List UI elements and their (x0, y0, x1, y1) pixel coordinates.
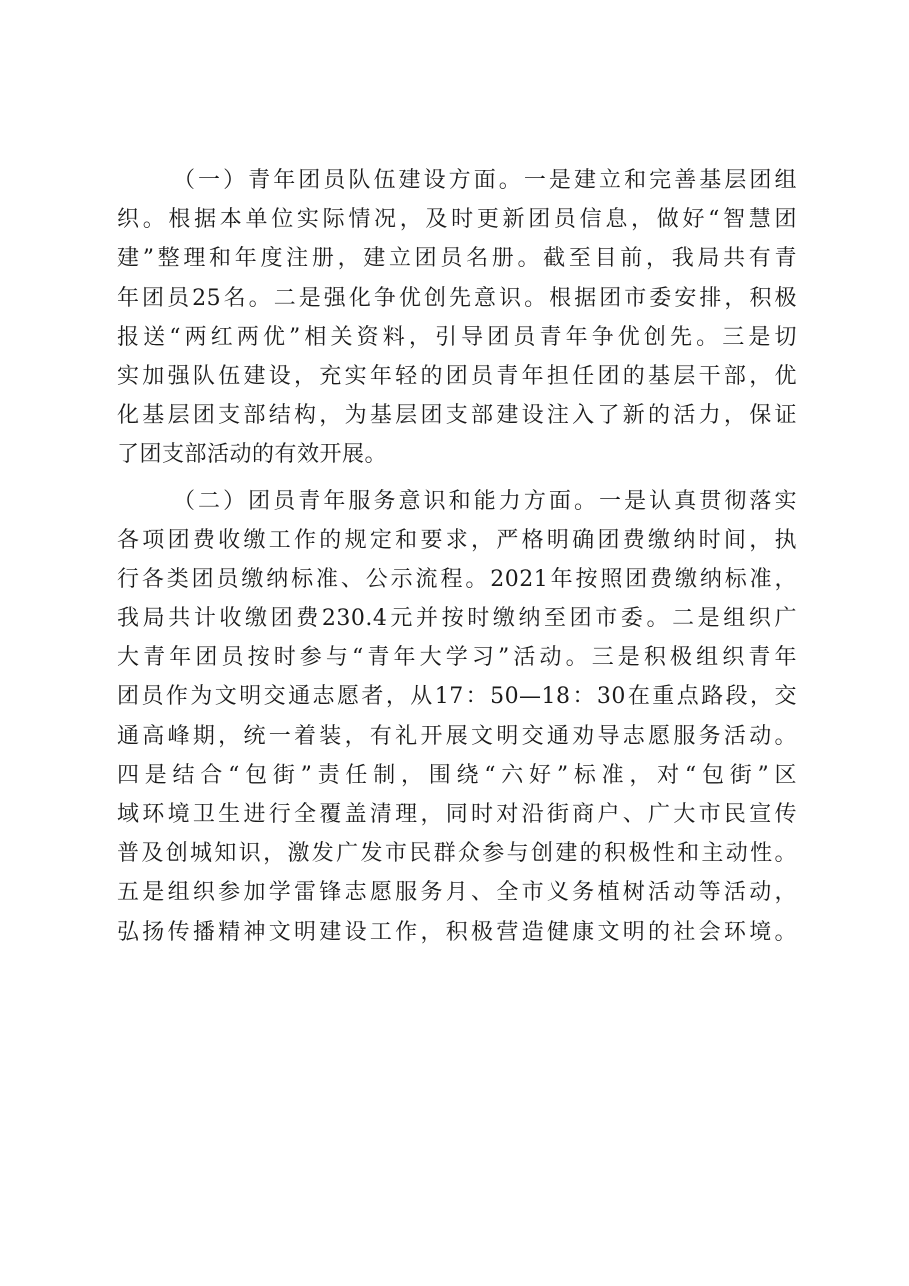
text-line: 四是结合“包街”责任制，围绕“六好”标准，对“包街”区 (117, 762, 797, 788)
text-line: 普及创城知识，激发广发市民群众参与创建的积极性和主动性。 (117, 841, 797, 867)
text-line: 五是组织参加学雷锋志愿服务月、全市义务植树活动等活动， (117, 880, 797, 906)
paragraph-service-awareness (117, 482, 797, 952)
text-line: 实加强队伍建设，充实年轻的团员青年担任团的基层干部，优 (117, 363, 797, 389)
paragraph-spacer (117, 475, 797, 482)
paragraph-youth-team-building (117, 161, 797, 475)
text-line: 织。根据本单位实际情况，及时更新团员信息，做好“智慧团 (117, 207, 797, 233)
text-line: （一）青年团员队伍建设方面。一是建立和完善基层团组 (173, 168, 797, 193)
text-line: 弘扬传播精神文明建设工作，积极营造健康文明的社会环境。 (117, 919, 797, 945)
text-line: 我局共计收缴团费230.4元并按时缴纳至团市委。二是组织广 (117, 606, 797, 632)
text-line: 各项团费收缴工作的规定和要求，严格明确团费缴纳时间，执 (117, 527, 797, 553)
document-body (117, 161, 797, 952)
text-line: 大青年团员按时参与“青年大学习”活动。三是积极组织青年 (117, 645, 797, 671)
text-line: 通高峰期，统一着装，有礼开展文明交通劝导志愿服务活动。 (117, 723, 797, 749)
text-line: 化基层团支部结构，为基层团支部建设注入了新的活力，保证 (117, 403, 797, 429)
text-line: 了团支部活动的有效开展。 (117, 442, 388, 468)
text-line: 团员作为文明交通志愿者，从17：50—18：30在重点路段，交 (117, 684, 797, 710)
text-line: 域环境卫生进行全覆盖清理，同时对沿街商户、广大市民宣传 (117, 802, 797, 827)
text-line: 建”整理和年度注册，建立团员名册。截至目前，我局共有青 (117, 246, 797, 272)
text-line: 年团员25名。二是强化争优创先意识。根据团市委安排，积极 (117, 285, 797, 311)
text-line: 报送“两红两优”相关资料，引导团员青年争优创先。三是切 (117, 324, 797, 350)
text-line: （二）团员青年服务意识和能力方面。一是认真贯彻落实 (173, 488, 797, 514)
text-line: 行各类团员缴纳标准、公示流程。2021年按照团费缴纳标准， (117, 566, 797, 592)
